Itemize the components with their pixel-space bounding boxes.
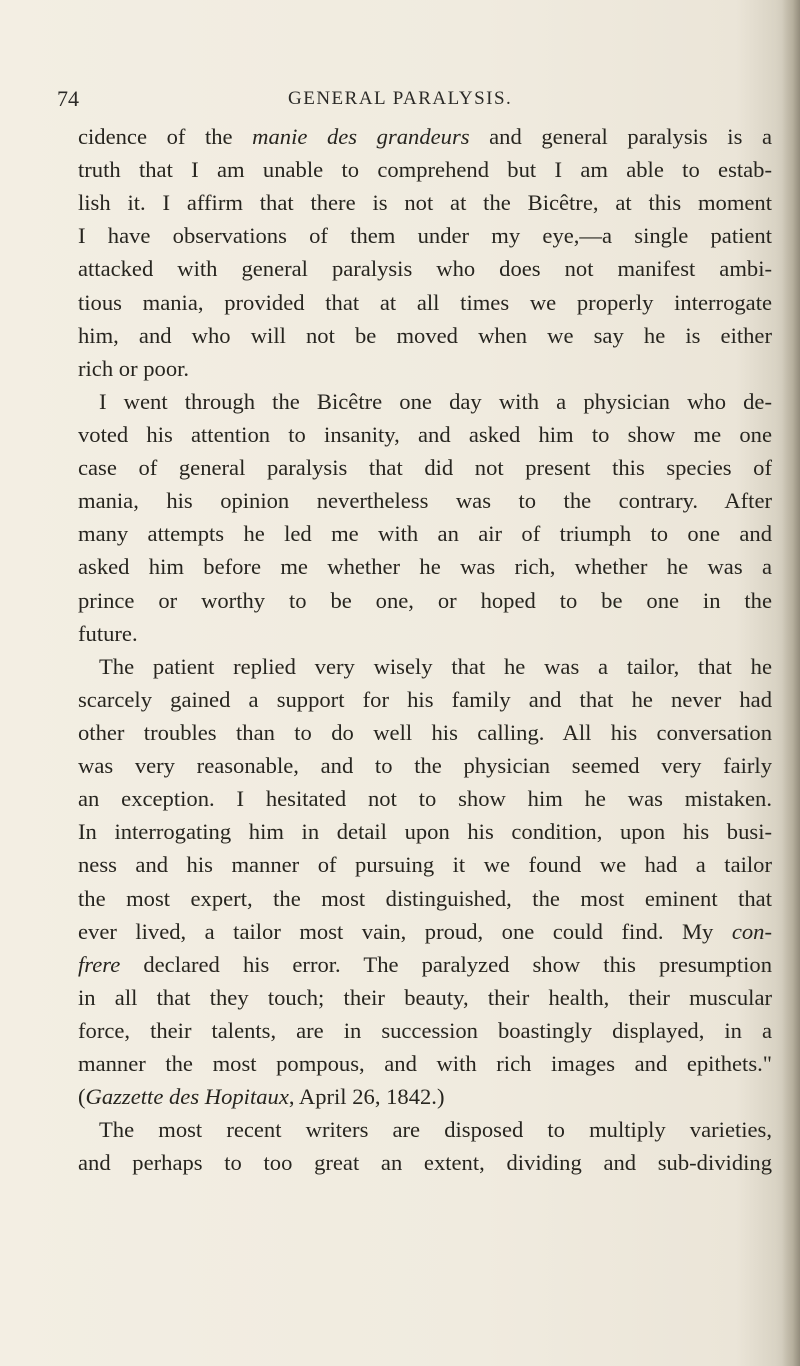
text-line: In interrogating him in detail upon his condition, upon his busi-	[78, 819, 772, 845]
text-line: voted his attention to insanity, and asked him to show me one	[78, 421, 772, 447]
page-header	[57, 84, 757, 114]
text-line: and perhaps to too great an extent, dividing and sub-dividing	[78, 1150, 772, 1176]
text-line: I went through the Bicêtre one day with a physician who de-	[99, 388, 772, 414]
text-line: (Gazzette des Hopitaux, April 26, 1842.)	[78, 1084, 445, 1110]
text-line: manner the most pompous, and with rich images and epithets."	[78, 1051, 772, 1077]
text-line: The patient replied very wisely that he was a tailor, that he	[99, 653, 772, 679]
text-line: frere declared his error. The paralyzed show this presumption	[78, 951, 772, 977]
text-line: rich or poor.	[78, 355, 190, 381]
body-text	[78, 120, 772, 1180]
text-line: asked him before me whether he was rich, whether he was a	[78, 554, 772, 580]
text-line: cidence of the manie des grandeurs and general paralysis is a	[78, 124, 772, 149]
text-line: ever lived, a tailor most vain, proud, one could find. My con-	[78, 918, 772, 944]
italic-phrase: con-	[731, 918, 772, 944]
running-head: GENERAL PARALYSIS.	[288, 88, 513, 109]
text-line: tious mania, provided that at all times we properly interrogate	[78, 289, 772, 315]
text-line: mania, his opinion nevertheless was to the contrary. After	[78, 488, 772, 514]
page-number: 74	[57, 86, 79, 111]
text-line: force, their talents, are in succession boastingly displayed, in a	[78, 1017, 772, 1043]
text-line: ness and his manner of pursuing it we found we had a tailor	[78, 852, 772, 878]
text-line: scarcely gained a support for his family and that he never had	[78, 686, 772, 712]
italic-phrase: frere	[78, 951, 121, 977]
text-line: The most recent writers are disposed to multiply varieties,	[99, 1117, 772, 1143]
text-line: truth that I am unable to comprehend but I am able to estab-	[78, 157, 772, 183]
text-line: the most expert, the most distinguished, the most eminent that	[78, 885, 772, 911]
text-line: many attempts he led me with an air of triumph to one and	[78, 521, 772, 547]
text-line: other troubles than to do well his calling. All his conversation	[78, 719, 772, 745]
text-line: case of general paralysis that did not present this species of	[78, 455, 772, 481]
text-line: I have observations of them under my eye,—a single patient	[78, 223, 772, 249]
text-line: was very reasonable, and to the physician seemed very fairly	[78, 753, 772, 779]
italic-phrase: Gazzette des Hopitaux	[85, 1084, 289, 1110]
text-line: prince or worthy to be one, or hoped to be one in the	[78, 587, 772, 613]
text-line: attacked with general paralysis who does not manifest ambi-	[78, 256, 772, 282]
italic-phrase: manie des grandeurs	[252, 124, 470, 149]
text-line: an exception. I hesitated not to show him he was mistaken.	[78, 786, 772, 812]
text-line: in all that they touch; their beauty, their health, their muscular	[78, 984, 772, 1010]
text-line: him, and who will not be moved when we say he is either	[78, 322, 772, 348]
text-line: lish it. I affirm that there is not at the Bicêtre, at this moment	[78, 190, 772, 216]
page-edge-shadow	[782, 0, 800, 1366]
text-line: future.	[78, 620, 138, 646]
